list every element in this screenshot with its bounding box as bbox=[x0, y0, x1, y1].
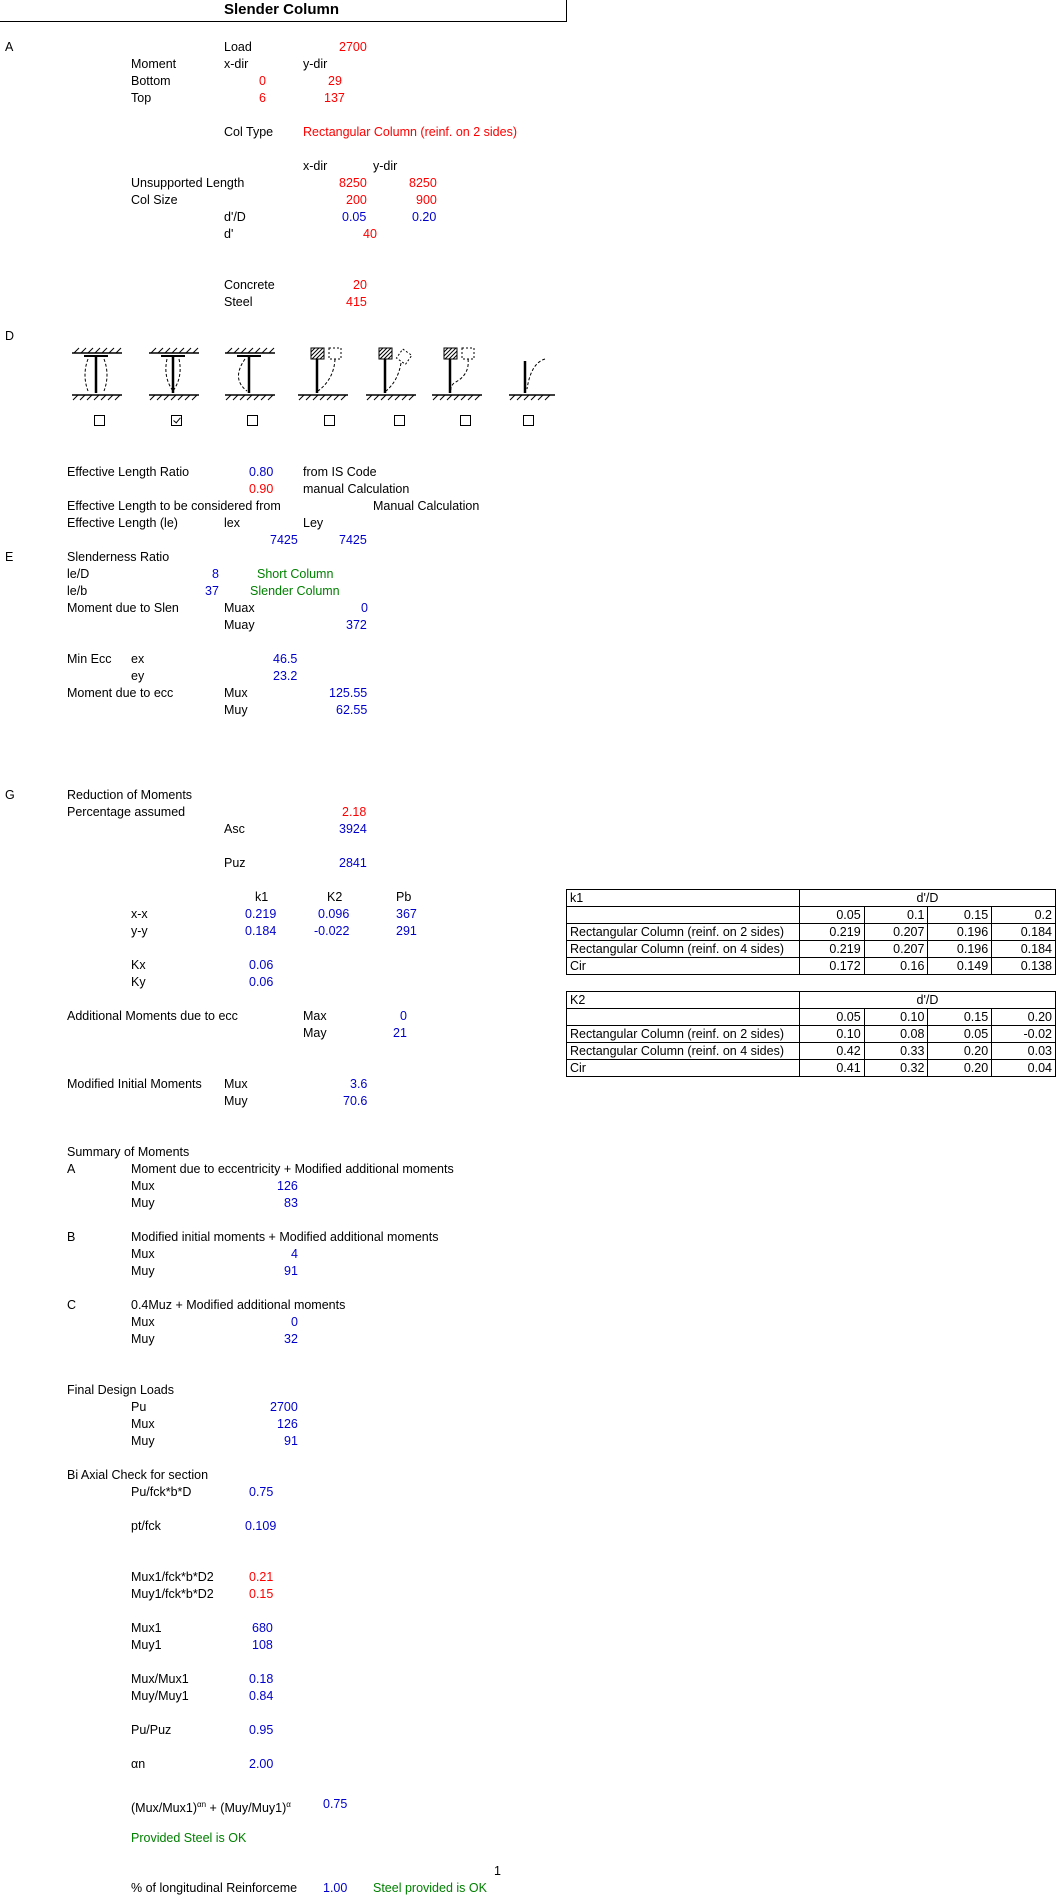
muy1-label: Muy1 bbox=[131, 1638, 162, 1652]
summary-title: Summary of Moments bbox=[67, 1145, 190, 1159]
le-d-value: 8 bbox=[212, 567, 219, 581]
xx-pb-value: 367 bbox=[396, 907, 417, 921]
final-muy-label: Muy bbox=[131, 1434, 155, 1448]
long-reinf-status: Steel provided is OK bbox=[373, 1881, 487, 1895]
table-cell: 0.138 bbox=[992, 958, 1056, 975]
table-col-header: 0.15 bbox=[928, 907, 992, 924]
le-b-value: 37 bbox=[205, 584, 219, 598]
support-checkbox-7[interactable] bbox=[523, 415, 534, 426]
table-cell: 0.05 bbox=[928, 1026, 992, 1043]
mux1-label: Mux1 bbox=[131, 1621, 162, 1635]
summary-a-muy-value: 83 bbox=[284, 1196, 298, 1210]
title-underline bbox=[0, 21, 567, 22]
muax-label: Muax bbox=[224, 601, 255, 615]
final-title: Final Design Loads bbox=[67, 1383, 175, 1397]
k1-header: k1 bbox=[255, 890, 269, 904]
final-mux-value: 126 bbox=[277, 1417, 298, 1431]
asc-label: Asc bbox=[224, 822, 245, 836]
table-cell: 0.32 bbox=[864, 1060, 928, 1077]
bottom-label: Bottom bbox=[131, 74, 171, 88]
pt-fck-label: pt/fck bbox=[131, 1519, 161, 1533]
summary-b-desc: Modified initial moments + Modified additional moments bbox=[131, 1230, 439, 1244]
unsupported-y-value[interactable]: 8250 bbox=[409, 176, 437, 190]
table-row bbox=[567, 924, 1056, 941]
k1-table-dd-header: d'/D bbox=[799, 890, 1055, 907]
summary-a-label: A bbox=[67, 1162, 76, 1176]
table-cell bbox=[567, 907, 800, 924]
muay-label: Muay bbox=[224, 618, 255, 632]
moment-ecc-label: Moment due to ecc bbox=[67, 686, 174, 700]
final-muy-value: 91 bbox=[284, 1434, 298, 1448]
muax-value: 0 bbox=[361, 601, 368, 615]
table-cell: 0.41 bbox=[799, 1060, 864, 1077]
table-row-label: Rectangular Column (reinf. on 4 sides) bbox=[567, 941, 800, 958]
final-mux-label: Mux bbox=[131, 1417, 155, 1431]
support-checkbox-2[interactable] bbox=[171, 415, 182, 426]
k2-table-dd-header: d'/D bbox=[799, 992, 1055, 1009]
eff-length-label: Effective Length (le) bbox=[67, 516, 178, 530]
table-cell bbox=[567, 1009, 800, 1026]
may-value: 21 bbox=[393, 1026, 407, 1040]
table-cell: 0.20 bbox=[928, 1043, 992, 1060]
free-fixed-icon bbox=[432, 347, 492, 403]
yy-k1-value: 0.184 bbox=[245, 924, 277, 938]
table-row bbox=[567, 941, 1056, 958]
table-cell: 0.172 bbox=[799, 958, 864, 975]
asc-value: 3924 bbox=[339, 822, 367, 836]
mux1-value: 680 bbox=[252, 1621, 273, 1635]
final-pu-label: Pu bbox=[131, 1400, 147, 1414]
interaction-value: 0.75 bbox=[323, 1797, 348, 1811]
table-cell: 0.184 bbox=[992, 941, 1056, 958]
section-label-d: D bbox=[5, 329, 15, 343]
summary-a-mux-label: Mux bbox=[131, 1179, 155, 1193]
table-cell: 0.207 bbox=[864, 924, 928, 941]
dd-y-value: 0.20 bbox=[412, 210, 437, 224]
coltype-label: Col Type bbox=[224, 125, 274, 139]
mux-value: 125.55 bbox=[329, 686, 368, 700]
manual-label: manual Calculation bbox=[303, 482, 410, 496]
pu-fck-value: 0.75 bbox=[249, 1485, 274, 1499]
table-col-header: 0.05 bbox=[799, 1009, 864, 1026]
may-label: May bbox=[303, 1026, 327, 1040]
mux-mux1-label: Mux/Mux1 bbox=[131, 1672, 189, 1686]
support-checkbox-1[interactable] bbox=[94, 415, 105, 426]
summary-b-label: B bbox=[67, 1230, 76, 1244]
d-value[interactable]: 40 bbox=[363, 227, 377, 241]
colsize-label: Col Size bbox=[131, 193, 178, 207]
summary-c-muy-label: Muy bbox=[131, 1332, 155, 1346]
summary-b-mux-label: Mux bbox=[131, 1247, 155, 1261]
final-pu-value: 2700 bbox=[270, 1400, 298, 1414]
ydir-header-2: y-dir bbox=[373, 159, 398, 173]
support-checkbox-5[interactable] bbox=[394, 415, 405, 426]
load-label: Load bbox=[224, 40, 252, 54]
bottom-x-value[interactable]: 0 bbox=[259, 74, 266, 88]
mod-mux-value: 3.6 bbox=[350, 1077, 368, 1091]
ex-value: 46.5 bbox=[273, 652, 298, 666]
eff-consider-value: Manual Calculation bbox=[373, 499, 480, 513]
xdir-header: x-dir bbox=[224, 57, 249, 71]
steel-value[interactable]: 415 bbox=[346, 295, 367, 309]
xdir-header-2: x-dir bbox=[303, 159, 328, 173]
pu-puz-value: 0.95 bbox=[249, 1723, 274, 1737]
alpha-n-value: 2.00 bbox=[249, 1757, 274, 1771]
muy-value: 62.55 bbox=[336, 703, 368, 717]
unsupported-x-value[interactable]: 8250 bbox=[339, 176, 367, 190]
muy-muy1-value: 0.84 bbox=[249, 1689, 274, 1703]
support-checkbox-4[interactable] bbox=[324, 415, 335, 426]
ley-value: 7425 bbox=[339, 533, 367, 547]
table-row-label: Cir bbox=[567, 958, 800, 975]
summary-a-muy-label: Muy bbox=[131, 1196, 155, 1210]
pb-header: Pb bbox=[396, 890, 412, 904]
kx-label: Kx bbox=[131, 958, 146, 972]
long-reinf-value: 1.00 bbox=[323, 1881, 348, 1895]
muy-label: Muy bbox=[224, 703, 248, 717]
is-code-label: from IS Code bbox=[303, 465, 377, 479]
alpha-n-label: αn bbox=[131, 1757, 146, 1771]
steel-ok-status: Provided Steel is OK bbox=[131, 1831, 247, 1845]
summary-b-muy-label: Muy bbox=[131, 1264, 155, 1278]
table-col-header: 0.05 bbox=[799, 907, 864, 924]
mod-muy-label: Muy bbox=[224, 1094, 248, 1108]
muy1-value: 108 bbox=[252, 1638, 273, 1652]
muay-value: 372 bbox=[346, 618, 367, 632]
modified-initial-label: Modified Initial Moments bbox=[67, 1077, 202, 1091]
table-row-label: Cir bbox=[567, 1060, 800, 1077]
table-header-row bbox=[567, 890, 1056, 907]
colsize-x-value[interactable]: 200 bbox=[346, 193, 367, 207]
table-cell: 0.04 bbox=[992, 1060, 1056, 1077]
moment-label: Moment bbox=[131, 57, 177, 71]
unsupported-length-label: Unsupported Length bbox=[131, 176, 245, 190]
table-row-label: Rectangular Column (reinf. on 2 sides) bbox=[567, 924, 800, 941]
le-d-status: Short Column bbox=[257, 567, 334, 581]
lex-value: 7425 bbox=[270, 533, 298, 547]
concrete-label: Concrete bbox=[224, 278, 275, 292]
xx-k2-value: 0.096 bbox=[318, 907, 350, 921]
load-value[interactable]: 2700 bbox=[339, 40, 367, 54]
table-col-header: 0.1 bbox=[864, 907, 928, 924]
fixed-sway-icon bbox=[145, 347, 205, 403]
ey-label: ey bbox=[131, 669, 145, 683]
table-cell: 0.196 bbox=[928, 941, 992, 958]
table-row bbox=[567, 1060, 1056, 1077]
moment-slen-label: Moment due to Slen bbox=[67, 601, 179, 615]
fixed-pinned-icon bbox=[221, 347, 281, 403]
mux-mux1-value: 0.18 bbox=[249, 1672, 274, 1686]
cantilever-icon bbox=[505, 347, 565, 403]
table-cell: 0.184 bbox=[992, 924, 1056, 941]
max-value: 0 bbox=[400, 1009, 407, 1023]
percentage-value[interactable]: 2.18 bbox=[342, 805, 367, 819]
le-b-label: le/b bbox=[67, 584, 88, 598]
table-col-header: 0.2 bbox=[992, 907, 1056, 924]
page-number: 1 bbox=[494, 1864, 501, 1878]
table-col-header: 0.20 bbox=[992, 1009, 1056, 1026]
puz-label: Puz bbox=[224, 856, 246, 870]
k2-table-name: K2 bbox=[567, 992, 800, 1009]
ky-value: 0.06 bbox=[249, 975, 274, 989]
reduction-title: Reduction of Moments bbox=[67, 788, 193, 802]
dd-label: d'/D bbox=[224, 210, 246, 224]
support-checkbox-3[interactable] bbox=[247, 415, 258, 426]
pu-puz-label: Pu/Puz bbox=[131, 1723, 172, 1737]
support-checkbox-6[interactable] bbox=[460, 415, 471, 426]
eff-ratio-label: Effective Length Ratio bbox=[67, 465, 190, 479]
manual-value[interactable]: 0.90 bbox=[249, 482, 274, 496]
ky-label: Ky bbox=[131, 975, 146, 989]
muy1-fck-label: Muy1/fck*b*D2 bbox=[131, 1587, 214, 1601]
hinged-sway-icon bbox=[298, 347, 358, 403]
table-cell: 0.149 bbox=[928, 958, 992, 975]
summary-c-desc: 0.4Muz + Modified additional moments bbox=[131, 1298, 346, 1312]
mux1-fck-label: Mux1/fck*b*D2 bbox=[131, 1570, 214, 1584]
summary-c-muy-value: 32 bbox=[284, 1332, 298, 1346]
percentage-label: Percentage assumed bbox=[67, 805, 186, 819]
mod-muy-value: 70.6 bbox=[343, 1094, 368, 1108]
xx-k1-value: 0.219 bbox=[245, 907, 277, 921]
k2-header: K2 bbox=[327, 890, 343, 904]
table-header-row bbox=[567, 992, 1056, 1009]
long-reinf-label: % of longitudinal Reinforceme bbox=[131, 1881, 298, 1895]
title-border bbox=[566, 0, 567, 22]
summary-c-mux-value: 0 bbox=[291, 1315, 298, 1329]
table-cell: 0.20 bbox=[928, 1060, 992, 1077]
table-cell: 0.42 bbox=[799, 1043, 864, 1060]
table-cell: 0.03 bbox=[992, 1043, 1056, 1060]
d-label: d' bbox=[224, 227, 234, 241]
table-cell: 0.207 bbox=[864, 941, 928, 958]
pt-fck-value: 0.109 bbox=[245, 1519, 277, 1533]
biaxial-title: Bi Axial Check for section bbox=[67, 1468, 209, 1482]
fixed-fixed-icon bbox=[68, 347, 128, 403]
le-d-label: le/D bbox=[67, 567, 90, 581]
summary-a-desc: Moment due to eccentricity + Modified additional moments bbox=[131, 1162, 454, 1176]
ley-label: Ley bbox=[303, 516, 324, 530]
summary-b-muy-value: 91 bbox=[284, 1264, 298, 1278]
muy1-fck-value[interactable]: 0.15 bbox=[249, 1587, 274, 1601]
le-b-status: Slender Column bbox=[250, 584, 340, 598]
concrete-value[interactable]: 20 bbox=[353, 278, 367, 292]
colsize-y-value[interactable]: 900 bbox=[416, 193, 437, 207]
ey-value: 23.2 bbox=[273, 669, 298, 683]
xx-label: x-x bbox=[131, 907, 148, 921]
table-row bbox=[567, 958, 1056, 975]
table-cell: 0.10 bbox=[799, 1026, 864, 1043]
pu-fck-label: Pu/fck*b*D bbox=[131, 1485, 192, 1499]
ex-label: ex bbox=[131, 652, 145, 666]
table-cell: 0.33 bbox=[864, 1043, 928, 1060]
kx-value: 0.06 bbox=[249, 958, 274, 972]
table-row bbox=[567, 1026, 1056, 1043]
muy-muy1-label: Muy/Muy1 bbox=[131, 1689, 189, 1703]
section-label-a: A bbox=[5, 40, 14, 54]
mod-mux-label: Mux bbox=[224, 1077, 248, 1091]
ydir-header: y-dir bbox=[303, 57, 328, 71]
table-row-label: Rectangular Column (reinf. on 4 sides) bbox=[567, 1043, 800, 1060]
interaction-formula-label: $(Mux/Mux1)^{\alpha n} + (Muy/Muy1)^\alpha$ bbox=[131, 1800, 291, 1816]
max-label: Max bbox=[303, 1009, 327, 1023]
rotating-sway-icon bbox=[366, 347, 426, 403]
puz-value: 2841 bbox=[339, 856, 367, 870]
is-code-value: 0.80 bbox=[249, 465, 274, 479]
yy-k2-value: -0.022 bbox=[314, 924, 350, 938]
summary-c-mux-label: Mux bbox=[131, 1315, 155, 1329]
k1-table-name: k1 bbox=[567, 890, 800, 907]
yy-pb-value: 291 bbox=[396, 924, 417, 938]
table-col-header: 0.15 bbox=[928, 1009, 992, 1026]
table-col-header: 0.10 bbox=[864, 1009, 928, 1026]
table-row-label: Rectangular Column (reinf. on 2 sides) bbox=[567, 1026, 800, 1043]
bottom-y-value[interactable]: 29 bbox=[328, 74, 342, 88]
section-label-g: G bbox=[5, 788, 15, 802]
table-cell: 0.219 bbox=[799, 924, 864, 941]
top-label: Top bbox=[131, 91, 152, 105]
eff-consider-label: Effective Length to be considered from bbox=[67, 499, 281, 513]
summary-a-mux-value: 126 bbox=[277, 1179, 298, 1193]
table-cols-row bbox=[567, 1009, 1056, 1026]
page-title: Slender Column bbox=[224, 1, 340, 18]
top-y-value[interactable]: 137 bbox=[324, 91, 345, 105]
steel-label: Steel bbox=[224, 295, 253, 309]
table-cell: 0.08 bbox=[864, 1026, 928, 1043]
k2-table bbox=[566, 991, 1056, 1077]
lex-label: lex bbox=[224, 516, 240, 530]
table-row bbox=[567, 1043, 1056, 1060]
summary-b-mux-value: 4 bbox=[291, 1247, 298, 1261]
additional-moments-label: Additional Moments due to ecc bbox=[67, 1009, 238, 1023]
slenderness-title: Slenderness Ratio bbox=[67, 550, 170, 564]
table-cell: -0.02 bbox=[992, 1026, 1056, 1043]
mux-label: Mux bbox=[224, 686, 248, 700]
summary-c-label: C bbox=[67, 1298, 77, 1312]
top-x-value[interactable]: 6 bbox=[259, 91, 266, 105]
dd-x-value: 0.05 bbox=[342, 210, 367, 224]
table-cell: 0.196 bbox=[928, 924, 992, 941]
yy-label: y-y bbox=[131, 924, 148, 938]
table-cell: 0.16 bbox=[864, 958, 928, 975]
mux1-fck-value[interactable]: 0.21 bbox=[249, 1570, 274, 1584]
k1-table bbox=[566, 889, 1056, 975]
section-label-e: E bbox=[5, 550, 14, 564]
table-cols-row bbox=[567, 907, 1056, 924]
min-ecc-label: Min Ecc bbox=[67, 652, 112, 666]
coltype-value[interactable]: Rectangular Column (reinf. on 2 sides) bbox=[303, 125, 517, 139]
table-cell: 0.219 bbox=[799, 941, 864, 958]
